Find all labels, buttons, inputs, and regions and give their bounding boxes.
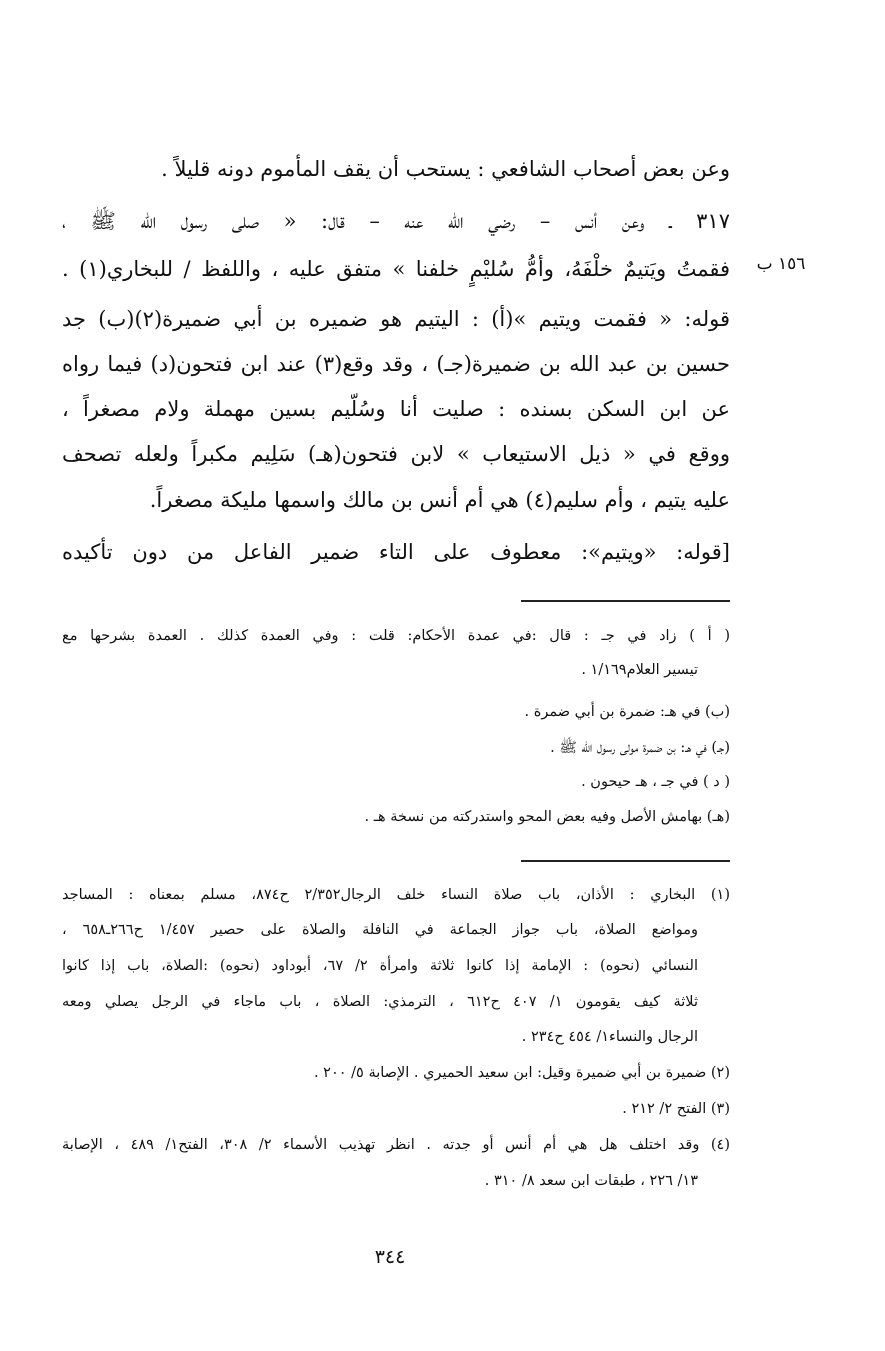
footnote-line: ١٣/ ٢٢٦ ، طبقات ابن سعد ٨/ ٣١٠ . (484, 1173, 698, 1189)
footnote-line: ومواضع الصلاة، باب جواز الجماعة في النافلة والصلاة على حصير ١/٤٥٧ ح٢٦٦ـ٦٥٨ ، (62, 922, 698, 938)
variant-note-line: ( أ ) زاد في جـ : قال :في عمدة الأحكام: قلت : وفي العمدة كذلك . العمدة بشرحها مع (62, 628, 730, 644)
footnote-line: ثلاثة كيف يقومون ١/ ٤٠٧ ح٦١٢ ، الترمذي: الصلاة ، باب ماجاء في الرجل يصلي ومعه (62, 994, 698, 1010)
page-number: ٣٤٤ (374, 1246, 406, 1268)
main-text-line: عليه يتيم ، وأم سليم(٤) هي أم أنس بن مالك واسمها مليكة مصغراً. (149, 488, 730, 512)
footnote-line: (٢) ضميرة بن أبي ضميرة وقيل: ابن سعيد الحميري . الإصابة ٥/ ٢٠٠ . (313, 1065, 730, 1081)
footnote-divider (521, 600, 730, 602)
variant-note-line: (جـ) في هـ: بن ضمرة مولى رسول الله ﷺ . (550, 740, 730, 756)
main-text-line: وعن بعض أصحاب الشافعي : يستحب أن يقف المأموم دونه قليلاً . (161, 157, 730, 181)
main-text-line: فقمتُ ويَتيمٌ خلْفَهُ، وأمُّ سُليْمٍ خلفنا » متفق عليه ، واللفظ / للبخاري(١) . (62, 257, 730, 281)
main-text-line: [قوله: «ويتيم»: معطوف على التاء ضمير الفاعل من دون تأكيده (62, 540, 730, 564)
main-text-line: ٣١٧ ـ وعن أنس – رضي الله عنه – قال: « صلى رسول الله ﷺ ، (62, 209, 730, 233)
main-text-line: قوله: « فقمت ويتيم »(أ) : اليتيم هو ضميره بن أبي ضميرة(٢)(ب) جد (62, 307, 730, 331)
footnote-line: النسائي (نحوه) : الإمامة إذا كانوا ثلاثة وامرأة ٢/ ٦٧، أبوداود (نحوه) :الصلاة، باب إذا كانوا (62, 958, 698, 974)
footnote-line: (٤) وقد اختلف هل هي أم أنس أو جدته . انظر تهذيب الأسماء ٢/ ٣٠٨، الفتح١/ ٤٨٩ ، الإصابة (62, 1137, 730, 1153)
variant-note-line: (هـ) بهامش الأصل وفيه بعض المحو واستدركته من نسخة هـ . (364, 809, 730, 825)
main-text-line: عن ابن السكن بسنده : صليت أنا وسُلّيم بسين مهملة ولام مصغراً ، (62, 397, 730, 421)
footnote-line: (٣) الفتح ٢/ ٢١٢ . (622, 1101, 730, 1117)
variant-note-line: تيسير العلام١/١٦٩ . (581, 662, 698, 678)
variant-note-line: ( د ) في جـ ، هـ حيحون . (581, 774, 730, 790)
main-text-line: ووقع في « ذيل الاستيعاب » لابن فتحون(هـ) سَلِيم مكبراً ولعله تصحف (62, 442, 730, 466)
footnote-divider (521, 860, 730, 862)
manuscript-folio-note: ١٥٦ ب (756, 254, 806, 274)
variant-note-line: (ب) في هـ: ضمرة بن أبي ضمرة . (524, 704, 730, 720)
main-text-line: حسين بن عبد الله بن ضميرة(جـ) ، وقد وقع(٣) عند ابن فتحون(د) فيما رواه (62, 352, 730, 376)
footnote-line: الرجال والنساء١/ ٤٥٤ ح٢٣٤ . (521, 1029, 698, 1045)
footnote-line: (١) البخاري : الأذان، باب صلاة النساء خلف الرجال٢/٣٥٢ ح٨٧٤، مسلم بمعناه : المساجد (62, 887, 730, 903)
